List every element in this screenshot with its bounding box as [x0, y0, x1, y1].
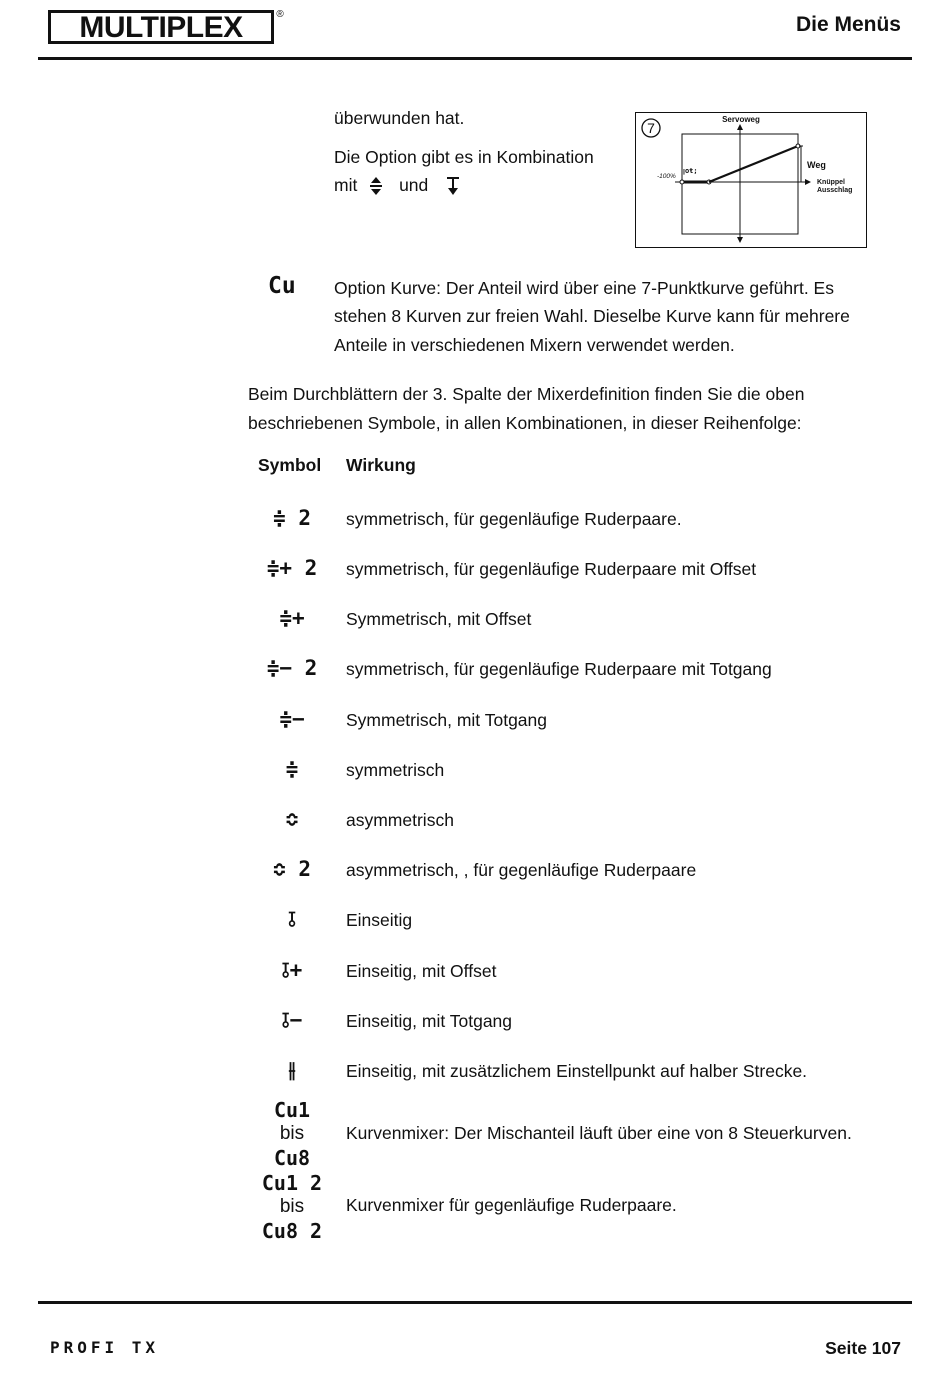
multiplex-logo	[48, 6, 288, 44]
curve-range-symbol	[240, 1098, 344, 1170]
table-row-symbol: ≑	[285, 757, 299, 781]
cu-line-2: stehen 8 Kurven zur freien Wahl. Dieselbe Kurve kann für mehrere	[334, 306, 850, 326]
ausschlag-label: Ausschlag	[817, 187, 853, 194]
cu-line-3: Anteile in verschiedenen Mixern verwendet werden.	[334, 335, 735, 355]
table-row-symbol: ≎	[285, 807, 299, 831]
paragraph-line-1: Beim Durchblättern der 3. Spalte der Mixerdefinition finden Sie die oben	[248, 384, 805, 404]
table-row-text: Einseitig, mit Offset	[346, 961, 497, 981]
table-row-symbol: ≑+	[279, 606, 305, 630]
table-row-text: symmetrisch, für gegenläufige Ruderpaare mit Totgang	[346, 659, 772, 679]
figure-number: 7	[647, 120, 655, 136]
symbol-column-header: Symbol	[258, 455, 322, 475]
table-row-symbol: ≑−	[279, 707, 305, 731]
curve-bis: bis	[279, 1123, 305, 1144]
cu-symbol: Cu	[268, 273, 296, 299]
symmetric-symbol-icon	[366, 175, 386, 197]
table-row-text: symmetrisch	[346, 760, 445, 780]
weg-label: Weg	[807, 160, 826, 170]
paragraph-line-2: beschriebenen Symbole, in allen Kombinationen, in dieser Reihenfolge:	[248, 413, 802, 433]
table-row-symbol: ≑ 2	[273, 506, 311, 530]
curve-from: Cu1	[273, 1098, 311, 1122]
cu-line-1: Option Kurve: Der Anteil wird über eine 7-Punktkurve geführt. Es	[334, 278, 834, 298]
knueppel-label: Knüppel	[817, 179, 845, 186]
table-row-symbol: ⫱+	[281, 958, 303, 982]
table-row-text: Kurvenmixer für gegenläufige Ruderpaare.	[346, 1195, 677, 1215]
table-row-text: Symmetrisch, mit Offset	[346, 609, 532, 629]
curve-bis: bis	[279, 1196, 305, 1217]
table-row-symbol: ⫲	[288, 1058, 296, 1082]
header-divider	[38, 57, 912, 60]
option-line-1: Die Option gibt es in Kombination	[334, 147, 594, 167]
logo-text: MULTIPLEX	[79, 11, 243, 44]
table-row-text: Einseitig, mit zusätzlichem Einstellpunkt auf halber Strecke.	[346, 1061, 808, 1081]
onesided-symbol-icon	[443, 175, 463, 197]
footer-divider	[38, 1301, 912, 1304]
table-row-symbol: ⫱−	[281, 1008, 303, 1032]
table-row-text: asymmetrisch, , für gegenläufige Ruderpaare	[346, 860, 697, 880]
table-row-text: Symmetrisch, mit Totgang	[346, 710, 547, 730]
table-row-symbol: ≑− 2	[266, 656, 318, 680]
page-title: Die Menüs	[795, 13, 901, 36]
servo-travel-diagram	[635, 112, 867, 248]
curve-range-symbol	[240, 1171, 344, 1243]
curve-from: Cu1 2	[261, 1171, 323, 1195]
footer-page-number: Seite 107	[825, 1338, 901, 1358]
option-mit: mit	[334, 175, 358, 195]
option-line-2	[334, 171, 463, 200]
intro-line: überwunden hat.	[334, 108, 465, 128]
table-row-text: Einseitig, mit Totgang	[346, 1011, 513, 1031]
table-row-text: symmetrisch, für gegenläufige Ruderpaare mit Offset	[346, 559, 757, 579]
curve-to: Cu8	[273, 1146, 311, 1170]
table-row-text: Kurvenmixer: Der Mischanteil läuft über eine von 8 Steuerkurven.	[346, 1123, 852, 1143]
table-row-text: symmetrisch, für gegenläufige Ruderpaare.	[346, 509, 682, 529]
table-row-symbol: ≎ 2	[273, 857, 311, 881]
curve-to: Cu8 2	[261, 1219, 323, 1243]
table-row-symbol: ⫱	[288, 907, 296, 931]
wirkung-column-header: Wirkung	[346, 455, 416, 475]
svg-text:ꞁoŧ;: ꞁoŧ;	[683, 167, 698, 175]
table-row-text: asymmetrisch	[346, 810, 454, 830]
registered-mark: ®	[276, 9, 284, 20]
minus100-label: -100%	[657, 173, 676, 180]
servoweg-label: Servoweg	[722, 115, 760, 124]
option-und: und	[399, 175, 429, 195]
table-row-symbol: ≑+ 2	[266, 556, 318, 580]
table-row-text: Einseitig	[346, 910, 413, 930]
footer-product: PROFI TX	[50, 1338, 160, 1357]
